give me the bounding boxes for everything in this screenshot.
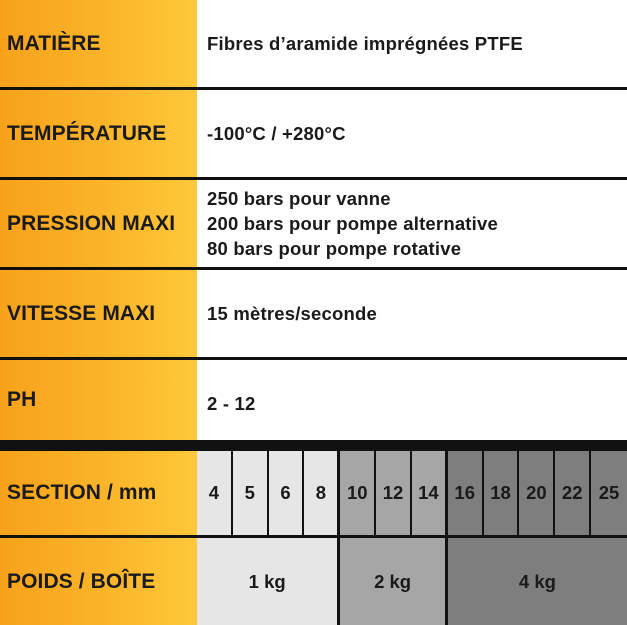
spec-row-weight — [0, 538, 627, 625]
spec-row-material — [0, 0, 627, 87]
section-cell: 12 — [376, 451, 412, 535]
value-line: -100°C / +280°C — [207, 123, 346, 144]
row-value — [197, 0, 627, 87]
row-label: SECTION / mm — [0, 451, 197, 535]
spec-row-temperature — [0, 90, 627, 177]
row-label: PRESSION MAXI — [0, 180, 197, 267]
row-label: VITESSE MAXI — [0, 270, 197, 357]
value-line: 15 mètres/seconde — [207, 303, 377, 324]
section-cell: 20 — [519, 451, 555, 535]
value-line: Fibres d’aramide imprégnées PTFE — [207, 33, 523, 54]
spec-row-ph — [0, 360, 627, 440]
section-cell: 8 — [304, 451, 340, 535]
section-cell: 25 — [591, 451, 627, 535]
row-label: POIDS / BOÎTE — [0, 538, 197, 625]
section-cell: 5 — [233, 451, 269, 535]
row-value — [197, 360, 627, 440]
spec-row-pressure — [0, 180, 627, 267]
weight-cell: 1 kg — [197, 538, 340, 625]
section-cell: 18 — [484, 451, 520, 535]
row-label: MATIÈRE — [0, 0, 197, 87]
section-cell: 6 — [269, 451, 305, 535]
section-cell: 10 — [340, 451, 376, 535]
value-line: 250 bars pour vanne — [207, 188, 391, 209]
spec-row-section — [0, 451, 627, 535]
value-line: 200 bars pour pompe alternative — [207, 213, 498, 234]
row-value — [197, 180, 627, 267]
value-line: 80 bars pour pompe rotative — [207, 238, 462, 259]
row-label: TEMPÉRATURE — [0, 90, 197, 177]
spec-row-speed — [0, 270, 627, 357]
row-value — [197, 270, 627, 357]
section-cell: 14 — [412, 451, 448, 535]
section-cell: 16 — [448, 451, 484, 535]
weight-cell: 2 kg — [340, 538, 448, 625]
section-cells — [197, 451, 627, 535]
weight-cells — [197, 538, 627, 625]
section-cell: 4 — [197, 451, 233, 535]
row-label: PH — [0, 360, 197, 440]
section-divider-thick — [0, 440, 627, 451]
value-line: 2 - 12 — [207, 392, 256, 414]
section-cell: 22 — [555, 451, 591, 535]
weight-cell: 4 kg — [448, 538, 627, 625]
row-value — [197, 90, 627, 177]
